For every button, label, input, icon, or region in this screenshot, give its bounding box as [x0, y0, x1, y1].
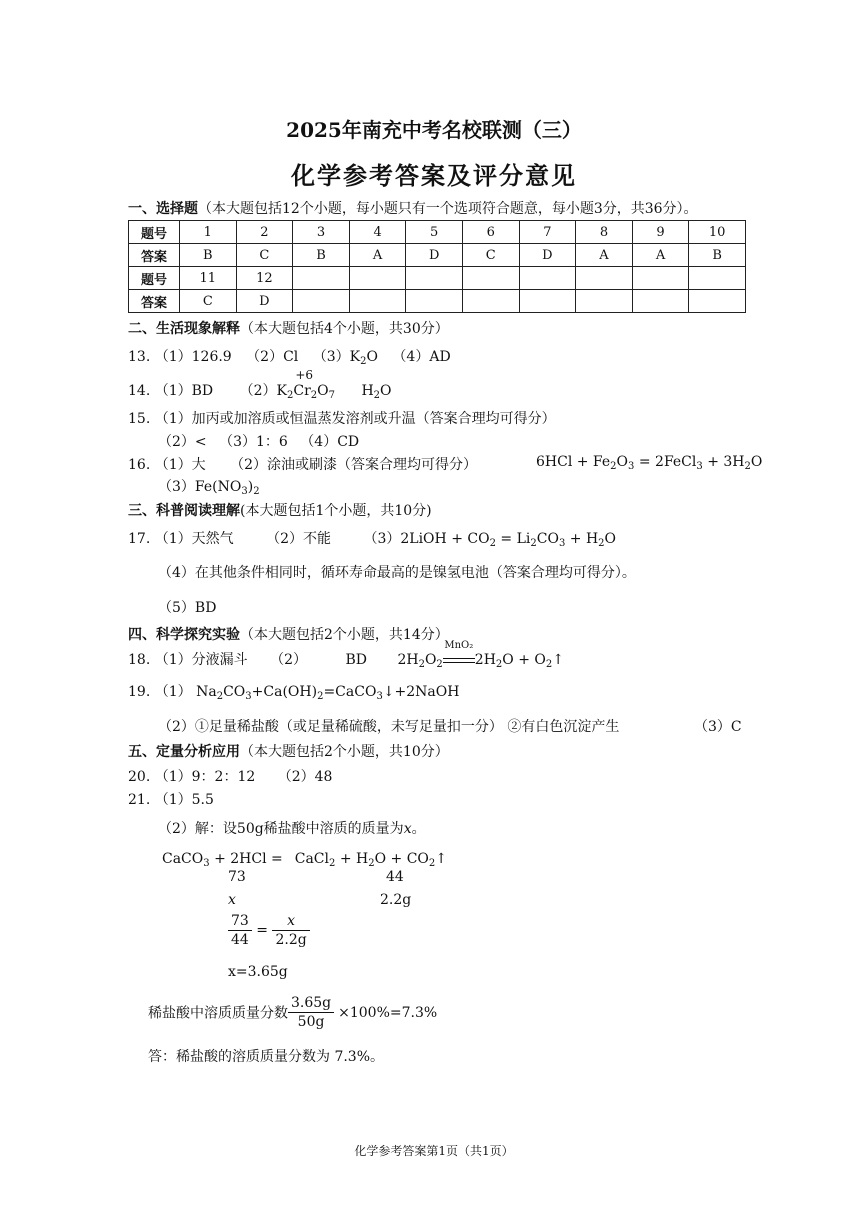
eq-text: + 3H: [702, 454, 745, 470]
eq-text: CaCl: [294, 851, 329, 867]
q14-part2: （2）: [239, 383, 277, 399]
subscript: 2: [545, 659, 553, 670]
denominator: 50g: [297, 1014, 325, 1030]
section3-title: 三、科普阅读理解: [128, 503, 240, 519]
empty-cell: [462, 290, 519, 313]
q-number: 18.: [128, 652, 151, 668]
section2-note: （本大题包括4个小题，共30分）: [240, 321, 449, 337]
empty-cell: [293, 290, 350, 313]
q-number: 13.: [128, 349, 151, 365]
q13-part3-text: （3）K: [312, 349, 361, 365]
subscript: 2: [418, 659, 425, 670]
subscript: 2: [286, 390, 294, 401]
subscript: 2: [360, 356, 367, 367]
formula-text: K: [276, 383, 287, 399]
answer-table: [128, 220, 746, 313]
q17-part1: （1）天然气: [154, 531, 234, 547]
eq-text: 2H: [397, 652, 419, 668]
subscript: 3: [241, 486, 248, 497]
q-number: 14.: [128, 383, 151, 399]
subscript: 3: [376, 691, 383, 702]
q16-part3-text: （3）Fe(NO: [158, 479, 242, 495]
eq-text: +Ca: [251, 684, 283, 700]
page-footer: 化学参考答案第1页（共1页）: [354, 1144, 514, 1158]
numerator: 73: [228, 912, 252, 931]
section5-heading: [128, 741, 449, 761]
catalyst-arrow: [443, 640, 475, 668]
q20-part2: （2）48: [277, 769, 333, 785]
molar-mass-co2: 44: [386, 869, 404, 885]
eq-text: = 2FeCl: [634, 454, 697, 470]
a-cell: D: [519, 244, 576, 267]
a-label: 答案: [129, 244, 180, 267]
q-cell: 10: [689, 221, 746, 244]
q-cell: 3: [293, 221, 350, 244]
q16-line1: [128, 454, 477, 474]
q14-line: [128, 368, 392, 401]
subscript: 2: [368, 858, 375, 869]
q15-line1: [128, 408, 556, 428]
section1-note: （本大题包括12个小题，每小题只有一个选项符合题意，每小题3分，共36分）。: [198, 201, 698, 217]
a-cell: B: [293, 244, 350, 267]
eq-text: （3）2LiOH + CO: [363, 531, 490, 547]
eq-text: ↓+2NaOH: [382, 684, 460, 700]
q19-part3: （3）C: [694, 719, 742, 735]
percent-label: 稀盐酸中溶质质量分数: [148, 1005, 288, 1022]
q16-part1: （1）大: [154, 457, 206, 473]
catalyst-label: MnO₂: [444, 640, 474, 651]
a-cell: A: [632, 244, 689, 267]
subscript: 2: [436, 659, 443, 670]
empty-cell: [519, 290, 576, 313]
q-label: 题号: [129, 221, 180, 244]
percent-calc: [148, 994, 437, 1031]
q-number: 16.: [128, 457, 151, 473]
q20-part1: （1）9：2：12: [154, 769, 256, 785]
denominator: 44: [231, 932, 249, 948]
eq-text: + 2HCl =: [209, 851, 283, 867]
q21-line1: [128, 789, 214, 809]
molar-mass-hcl: 73: [228, 869, 246, 885]
eq-text: CO: [536, 531, 559, 547]
formula-text: O: [317, 383, 329, 399]
subscript: 2: [373, 390, 381, 401]
eq-text: = Li: [495, 531, 531, 547]
subscript: 2: [744, 461, 751, 472]
q13-part3-text: O: [366, 349, 378, 365]
equals: =: [256, 922, 269, 939]
section3-heading: [128, 500, 432, 520]
q15-part1: （1）加丙或加溶质或恒温蒸发溶剂或升温（答案合理均可得分）: [154, 411, 556, 427]
subscript: 2: [310, 390, 318, 401]
q17-part4: （4）在其他条件相同时，循环寿命最高的是镍氢电池（答案合理均可得分）。: [158, 565, 636, 581]
q-cell: 12: [236, 267, 293, 290]
eq-text: 6HCl + Fe: [536, 454, 611, 470]
eq-text: O: [750, 454, 763, 470]
q18-part1: （1）分液漏斗: [154, 652, 248, 668]
q17-part2: （2）不能: [266, 531, 332, 547]
q19-equation: [196, 684, 459, 700]
q19-line1: [128, 681, 459, 702]
q16-part2: （2）涂油或刷漆（答案合理均可得分）: [230, 457, 477, 473]
q13-part3: [313, 349, 378, 365]
a-cell: B: [180, 244, 237, 267]
numerator: 3.65g: [288, 994, 334, 1013]
subscript: 2: [428, 858, 436, 869]
q15-part3: （3）1：6: [219, 434, 288, 450]
q15-part2: （2）<: [158, 434, 207, 450]
q21-part1: （1）5.5: [154, 792, 214, 808]
subscript: 2: [317, 691, 324, 702]
eq-text: O + CO: [374, 851, 429, 867]
q14-formula: [276, 368, 335, 401]
q-cell: 8: [576, 221, 633, 244]
eq-text: Na: [196, 684, 217, 700]
a-cell: A: [576, 244, 633, 267]
result-x: x=3.65g: [228, 964, 288, 980]
subscript: 2: [253, 486, 260, 497]
formula-text: Cr: [293, 383, 311, 399]
formula-text: O: [380, 383, 392, 399]
empty-cell: [349, 290, 406, 313]
subscript: 2: [610, 461, 617, 472]
empty-cell: [406, 267, 463, 290]
empty-cell: [406, 290, 463, 313]
subscript: 2: [489, 538, 496, 549]
variable-x: x: [403, 821, 412, 837]
q-number: 15.: [128, 411, 151, 427]
eq-text: (OH): [282, 684, 318, 700]
empty-cell: [576, 290, 633, 313]
eq-text: O + O: [502, 652, 546, 668]
eq-text: CO: [223, 684, 246, 700]
section5-title: 五、定量分析应用: [128, 744, 240, 760]
section1-heading: [128, 198, 698, 218]
eq-text: O: [616, 454, 629, 470]
q18-line: [128, 640, 564, 670]
subscript: 2: [329, 858, 336, 869]
q-cell: 5: [406, 221, 463, 244]
q16-part3-text: ): [247, 479, 254, 495]
table-row: [129, 221, 746, 244]
q-cell: 2: [236, 221, 293, 244]
section4-note: （本大题包括2个小题，共14分）: [240, 627, 449, 643]
page-subtitle: 化学参考答案及评分意见: [291, 161, 577, 190]
eq-text: ↑: [552, 652, 564, 668]
q19-part1: （1）: [154, 684, 192, 700]
eq-text: O: [604, 531, 617, 547]
empty-cell: [632, 290, 689, 313]
q15-part4: （4）CD: [300, 434, 360, 450]
valence-label: +6: [295, 368, 314, 382]
fraction-73-44: [228, 912, 252, 949]
q-cell: 7: [519, 221, 576, 244]
q21-text: 。: [411, 821, 426, 837]
q-label: 题号: [129, 267, 180, 290]
q-cell: 1: [180, 221, 237, 244]
eq-text: + H: [565, 531, 599, 547]
q-number: 20.: [128, 769, 151, 785]
a-cell: C: [462, 244, 519, 267]
empty-cell: [632, 267, 689, 290]
empty-cell: [293, 267, 350, 290]
section4-title: 四、科学探究实验: [128, 627, 240, 643]
q19-part2: （2）①足量稀盐酸（或足量稀硫酸，未写足量扣一分） ②有白色沉淀产生: [158, 719, 620, 735]
a-cell: C: [180, 290, 237, 313]
q-cell: 9: [632, 221, 689, 244]
subscript: 3: [696, 461, 703, 472]
eq-text: CaCO: [162, 851, 204, 867]
final-answer: 答：稀盐酸的溶质质量分数为 7.3%。: [148, 1049, 385, 1065]
q15-line2: [158, 431, 359, 451]
eq-text: + H: [335, 851, 369, 867]
unknown-x: x: [228, 892, 236, 908]
q-cell: 11: [180, 267, 237, 290]
fraction-x-22: [272, 912, 309, 949]
fraction-percent: [288, 994, 334, 1031]
formula-text: H: [361, 383, 374, 399]
q16-line2: [158, 476, 260, 497]
q21-part2: [158, 818, 426, 838]
q13-part1: （1）126.9: [154, 349, 232, 365]
section1-title: 一、选择题: [128, 201, 198, 217]
q17-line1: [128, 528, 616, 549]
subscript: 3: [628, 461, 635, 472]
a-cell: D: [236, 290, 293, 313]
section5-note: （本大题包括2个小题，共10分）: [240, 744, 449, 760]
co2-mass: 2.2g: [380, 892, 412, 908]
eq-text: ↑: [435, 851, 448, 867]
empty-cell: [576, 267, 633, 290]
a-cell: C: [236, 244, 293, 267]
table-row: [129, 244, 746, 267]
q-cell: 4: [349, 221, 406, 244]
q18-part2-value: BD: [345, 652, 367, 668]
empty-cell: [689, 267, 746, 290]
cr-with-valence: [293, 368, 314, 399]
a-cell: B: [689, 244, 746, 267]
subscript: 2: [530, 538, 537, 549]
subscript: 2: [598, 538, 605, 549]
eq-text: =CaCO: [323, 684, 377, 700]
section2-heading: [128, 318, 449, 338]
q21-text: （2）解：设50g稀盐酸中溶质的质量为: [158, 821, 404, 837]
q16-equation: [536, 454, 762, 472]
percent-result: ×100%=7.3%: [338, 1004, 438, 1021]
q14-water: [361, 383, 391, 399]
q18-part2: （2）: [270, 652, 308, 668]
denominator: 2.2g: [275, 932, 307, 948]
q13-part2: （2）Cl: [246, 349, 299, 365]
subscript: 7: [328, 390, 335, 401]
q17-part5: （5）BD: [158, 600, 217, 616]
subscript: 3: [245, 691, 252, 702]
q-number: 17.: [128, 531, 151, 547]
section2-title: 二、生活现象解释: [128, 321, 240, 337]
section4-heading: [128, 624, 449, 644]
subscript: 3: [203, 858, 210, 869]
page-title: 2025年南充中考名校联测（三）: [286, 118, 582, 142]
q17-part3: [363, 531, 616, 547]
equal-sign: [443, 658, 475, 663]
q14-part1: （1）BD: [154, 383, 214, 399]
a-cell: D: [406, 244, 463, 267]
numerator: x: [272, 912, 309, 931]
subscript: 2: [216, 691, 224, 702]
q-number: 19.: [128, 684, 151, 700]
q18-equation: [397, 640, 564, 670]
subscript: 2: [495, 659, 503, 670]
eq-text: O: [424, 652, 437, 668]
a-cell: A: [349, 244, 406, 267]
table-row: [129, 290, 746, 313]
table-row: [129, 267, 746, 290]
q-cell: 6: [462, 221, 519, 244]
proportion: [228, 912, 310, 949]
section3-note: (本大题包括1个小题，共10分): [240, 503, 432, 519]
q13-part4: （4）AD: [392, 349, 451, 365]
empty-cell: [462, 267, 519, 290]
q-number: 21.: [128, 792, 151, 808]
empty-cell: [689, 290, 746, 313]
q13-line: [128, 346, 451, 367]
a-label: 答案: [129, 290, 180, 313]
empty-cell: [349, 267, 406, 290]
q21-equation: [162, 851, 447, 869]
eq-text: 2H: [474, 652, 496, 668]
subscript: 3: [558, 538, 566, 549]
q20-line: [128, 766, 332, 786]
empty-cell: [519, 267, 576, 290]
